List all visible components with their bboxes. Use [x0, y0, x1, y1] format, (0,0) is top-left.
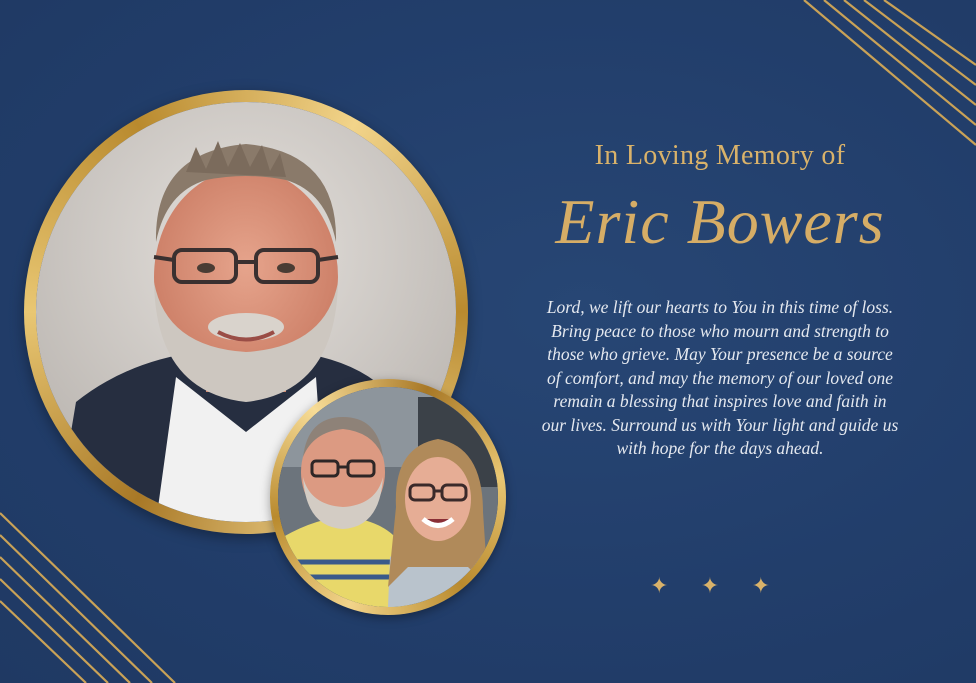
- corner-lines-bottom-left-icon: [0, 493, 190, 683]
- couple-photo: [278, 387, 498, 607]
- star-icon: ✦: [700, 574, 720, 599]
- memorial-heading: In Loving Memory of: [594, 140, 846, 171]
- prayer-text: Lord, we lift our hearts to You in this time of loss. Bring peace to those who mourn and strength to those who grieve. May Your presence be a source of comfort, and may the memory of our loved one remain a blessing that inspires love and faith in our lives. Surround us with Your light and guide us with hope for the days ahead.: [541, 297, 899, 458]
- memorial-text: [520, 140, 920, 461]
- star-icon: ✦: [751, 574, 770, 599]
- star-ornaments: [650, 576, 770, 598]
- star-icon: ✦: [650, 574, 669, 599]
- corner-lines-top-right-icon: [796, 0, 976, 150]
- small-photo-frame: [270, 379, 506, 615]
- deceased-name: Eric Bowers: [555, 186, 885, 257]
